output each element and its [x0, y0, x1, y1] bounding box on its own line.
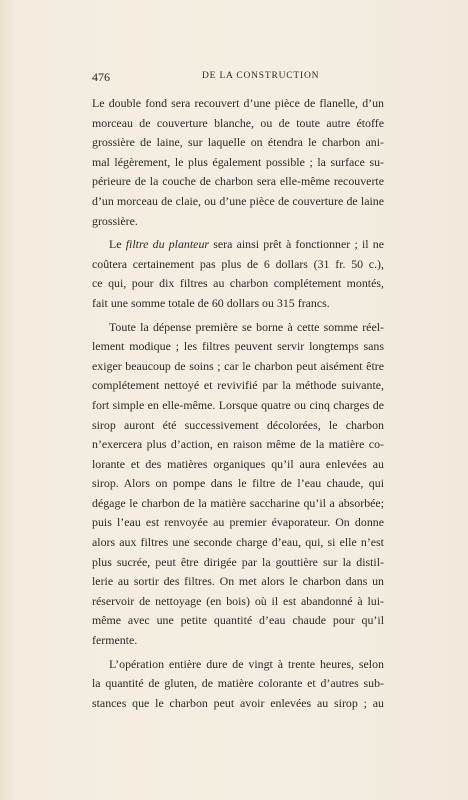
text-run: Le — [109, 237, 126, 252]
text-line: fermente. — [92, 633, 138, 648]
text-line: morceau de couverture blanche, ou de toute autre étoffe — [92, 115, 384, 130]
text-line: mal légèrement, le plus également possible ; la surface su- — [92, 154, 384, 169]
text-line: complétement nettoyé et revivifié par la méthode suivante, — [92, 378, 384, 393]
text-line: fort simple en elle-même. Lorsque quatre ou cinq charges de — [92, 397, 384, 412]
text-line: même avec une petite quantité d’eau chaude pour qu’il — [92, 613, 384, 628]
text-line: L’opération entière dure de vingt à trente heures, selon — [109, 656, 384, 671]
text-run: sera ainsi prêt à fonctionner ; il ne — [209, 237, 384, 252]
text-line: dégage le charbon de la matière saccharine qu’il a absorbée; — [92, 495, 384, 510]
text-line: ce qui, pour dix filtres au charbon complétement montés, — [92, 276, 384, 291]
text-line: périeure de la couche de charbon sera elle-même recouverte — [92, 174, 384, 189]
text-line: grossière de laine, sur laquelle on étendra le charbon ani- — [92, 135, 384, 150]
text-line: lorante et des matières organiques qu’il aura enlevées au — [92, 456, 384, 471]
text-line: plus sucrée, peut être dirigée par la gouttière sur la distil- — [92, 554, 384, 569]
italic-term: filtre du planteur — [125, 237, 210, 252]
text-line: alors aux filtres une seconde charge d’eau, qui, si elle n’est — [92, 535, 384, 550]
page-header — [92, 70, 384, 86]
paragraph — [92, 655, 384, 714]
text-line: n’exercera plus d’action, en raison même de la matière co- — [92, 437, 384, 452]
text-line: Toute la dépense première se borne à cette somme réel- — [109, 319, 384, 334]
paragraph — [92, 94, 384, 231]
text-line: sirop. Alors on pompe dans le filtre de l’eau chaude, qui — [92, 476, 384, 491]
text-line: exiger beaucoup de soins ; car le charbon peut aisément être — [92, 358, 384, 373]
text-line: puis l’eau est renvoyée au premier évaporateur. On donne — [92, 515, 384, 530]
page-number: 476 — [92, 70, 110, 84]
text-line: sirop auront été successivement décolorées, le charbon — [92, 417, 384, 432]
text-line: Le double fond sera recouvert d’une pièce de flanelle, d’un — [92, 96, 384, 110]
text-line: grossière. — [92, 213, 138, 228]
paragraph — [92, 235, 384, 313]
text-line: stances que le charbon peut avoir enlevées au sirop ; au — [92, 695, 384, 710]
text-line: d’un morceau de claie, ou d’une pièce de couverture de laine — [92, 193, 384, 208]
text-line: réservoir de nettoyage (en bois) où il est abandonné à lui- — [92, 593, 384, 608]
text-line: coûtera certainement pas plus de 6 dollars (31 fr. 50 c.), — [92, 256, 384, 271]
running-head: DE LA CONSTRUCTION — [202, 71, 320, 81]
text-line: lerie au sortir des filtres. On met alors le charbon dans un — [92, 574, 384, 589]
text-line — [92, 235, 384, 255]
text-line: la quantité de gluten, de matière colorante et d’autres sub- — [92, 676, 384, 691]
text-line: lement modique ; les filtres peuvent servir longtemps sans — [92, 339, 384, 354]
paragraph — [92, 318, 384, 651]
text-line: fait une somme totale de 60 dollars ou 315 francs. — [92, 295, 330, 310]
body-text — [92, 94, 384, 713]
